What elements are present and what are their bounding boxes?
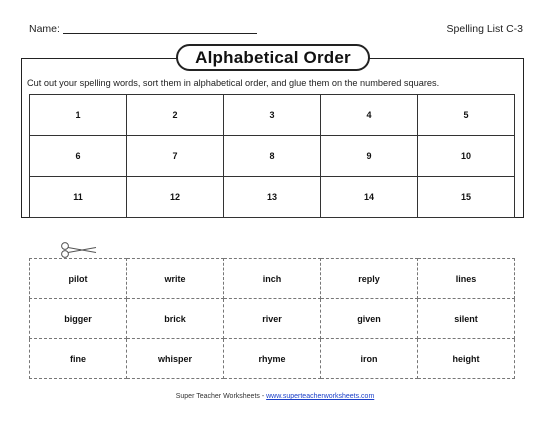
numbered-square: 7: [127, 136, 224, 177]
word-card: lines: [418, 259, 515, 299]
footer: [0, 393, 550, 400]
word-card: pilot: [30, 259, 127, 299]
numbered-square: 6: [30, 136, 127, 177]
word-card: height: [418, 339, 515, 379]
name-line: [63, 33, 257, 34]
numbered-square: 1: [30, 95, 127, 136]
numbered-square: 15: [418, 177, 515, 218]
table-row: [30, 299, 515, 339]
numbered-square: 4: [321, 95, 418, 136]
table-row: [30, 259, 515, 299]
word-card: whisper: [127, 339, 224, 379]
table-row: [30, 136, 515, 177]
footer-credit: Super Teacher Worksheets -: [175, 393, 267, 400]
numbered-square: 5: [418, 95, 515, 136]
word-card: given: [321, 299, 418, 339]
word-card: brick: [127, 299, 224, 339]
numbered-square: 8: [224, 136, 321, 177]
word-card: inch: [224, 259, 321, 299]
cutout-words-grid: [29, 258, 515, 379]
table-row: [30, 95, 515, 136]
numbered-square: 13: [224, 177, 321, 218]
name-label: Name:: [29, 23, 60, 35]
word-card: bigger: [30, 299, 127, 339]
table-row: [30, 177, 515, 218]
numbered-square: 11: [30, 177, 127, 218]
numbered-square: 10: [418, 136, 515, 177]
numbered-square: 12: [127, 177, 224, 218]
numbered-square: 14: [321, 177, 418, 218]
word-card: fine: [30, 339, 127, 379]
word-card: silent: [418, 299, 515, 339]
table-row: [30, 339, 515, 379]
spelling-list-label: Spelling List C-3: [446, 23, 523, 35]
numbered-square: 9: [321, 136, 418, 177]
footer-link[interactable]: www.superteacherworksheets.com: [266, 393, 375, 400]
numbered-square: 2: [127, 95, 224, 136]
page-title: Alphabetical Order: [176, 44, 370, 71]
numbered-squares-grid: [29, 94, 515, 218]
instructions-text: Cut out your spelling words, sort them in alphabetical order, and glue them on the numbered squares.: [27, 78, 440, 88]
word-card: reply: [321, 259, 418, 299]
word-card: write: [127, 259, 224, 299]
word-card: rhyme: [224, 339, 321, 379]
numbered-square: 3: [224, 95, 321, 136]
scissors-icon: [60, 241, 100, 259]
word-card: iron: [321, 339, 418, 379]
word-card: river: [224, 299, 321, 339]
